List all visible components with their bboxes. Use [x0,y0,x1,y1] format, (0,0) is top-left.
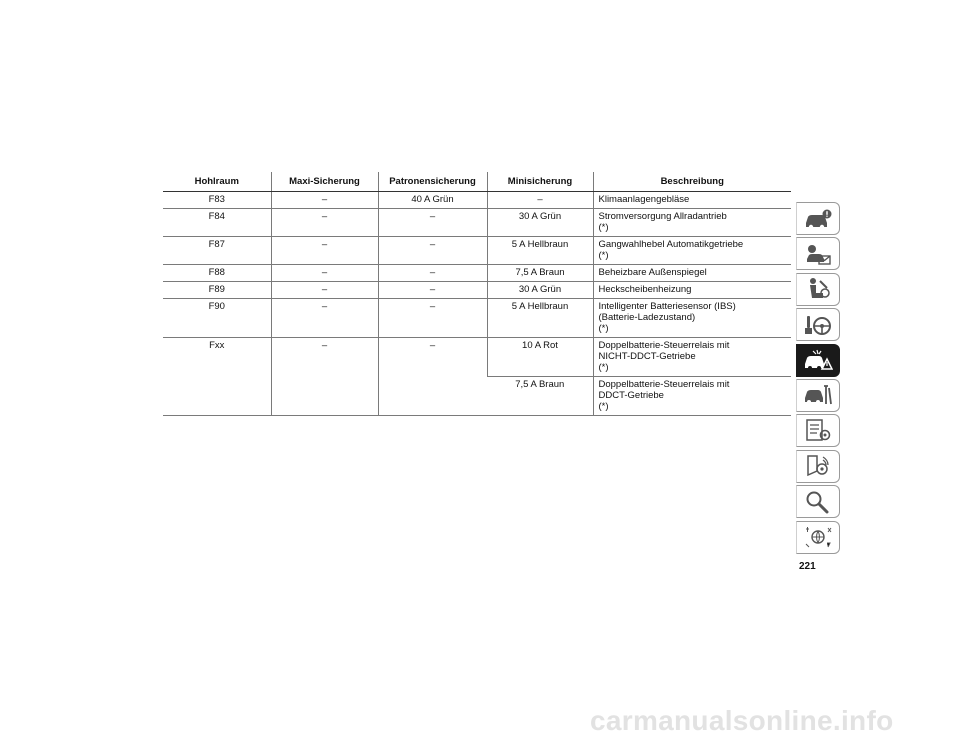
description-cell: Doppelbatterie-Steuerrelais mit DDCT-Getriebe (*) [593,377,791,416]
table-row [163,237,791,265]
site-watermark: carmanualsonline.info [590,705,894,736]
maxi-fuse-cell: – [271,299,378,338]
tab-vehicle-info[interactable] [796,202,840,235]
cartridge-fuse-cell: – [378,237,487,265]
mini-fuse-cell: 30 A Grün [487,209,593,237]
column-header-description: Beschreibung [593,172,791,192]
fuse-table [163,172,791,416]
tab-getting-to-know[interactable] [796,237,840,270]
mini-fuse-cell: 7,5 A Braun [487,377,593,416]
table-row [163,282,791,299]
description-cell: Doppelbatterie-Steuerrelais mit NICHT-DDCT-Getriebe (*) [593,338,791,377]
column-header-mini-fuse: Minisicherung [487,172,593,192]
cartridge-fuse-cell: – [378,209,487,237]
description-cell: Gangwahlhebel Automatikgetriebe (*) [593,237,791,265]
cartridge-fuse-cell: – [378,282,487,299]
cavity-cell: F90 [163,299,271,338]
tab-technical-specifications[interactable] [796,414,840,447]
page-number: 221 [799,561,816,572]
cavity-cell: F89 [163,282,271,299]
mini-fuse-cell: – [487,192,593,209]
car-emergency-icon [803,347,833,373]
table-row [163,209,791,237]
description-cell: Stromversorgung Allradantrieb (*) [593,209,791,237]
seat-safety-icon [803,276,833,302]
maxi-fuse-cell: – [271,282,378,299]
maxi-fuse-cell: – [271,338,378,416]
cartridge-fuse-cell: – [378,299,487,338]
mini-fuse-cell: 30 A Grün [487,282,593,299]
tab-starting-operating[interactable] [796,308,840,341]
chapter-tab-nav [796,202,842,556]
language-index-icon [803,524,833,550]
cartridge-fuse-cell: – [378,338,487,416]
mini-fuse-cell: 5 A Hellbraun [487,299,593,338]
table-row [163,192,791,209]
mini-fuse-cell: 5 A Hellbraun [487,237,593,265]
maxi-fuse-cell: – [271,265,378,282]
description-cell: Klimaanlagengebläse [593,192,791,209]
tab-servicing-maintenance[interactable] [796,379,840,412]
table-row [163,338,791,377]
cartridge-fuse-cell: 40 A Grün [378,192,487,209]
tab-safety[interactable] [796,273,840,306]
mini-fuse-cell: 7,5 A Braun [487,265,593,282]
description-cell: Intelligenter Batteriesensor (IBS) (Batterie-Ladezustand) (*) [593,299,791,338]
mini-fuse-cell: 10 A Rot [487,338,593,377]
tab-language-index[interactable] [796,521,840,554]
car-info-icon [803,206,833,232]
steering-wheel-icon [803,312,833,338]
description-cell: Beheizbare Außenspiegel [593,265,791,282]
column-header-maxi-fuse: Maxi-Sicherung [271,172,378,192]
cavity-cell: F84 [163,209,271,237]
car-key-icon [803,241,833,267]
tab-index[interactable] [796,485,840,518]
multimedia-icon [803,453,833,479]
cartridge-fuse-cell: – [378,265,487,282]
cavity-cell: F87 [163,237,271,265]
maxi-fuse-cell: – [271,192,378,209]
cavity-cell: Fxx [163,338,271,416]
maxi-fuse-cell: – [271,237,378,265]
search-icon [803,489,833,515]
table-row [163,265,791,282]
car-service-icon [803,382,833,408]
tab-in-case-of-emergency[interactable] [796,344,840,377]
cavity-cell: F83 [163,192,271,209]
table-header-row [163,172,791,192]
column-header-cavity: Hohlraum [163,172,271,192]
checklist-icon [803,418,833,444]
description-cell: Heckscheibenheizung [593,282,791,299]
maxi-fuse-cell: – [271,209,378,237]
cavity-cell: F88 [163,265,271,282]
column-header-cartridge-fuse: Patronensicherung [378,172,487,192]
table-row [163,299,791,338]
tab-multimedia[interactable] [796,450,840,483]
